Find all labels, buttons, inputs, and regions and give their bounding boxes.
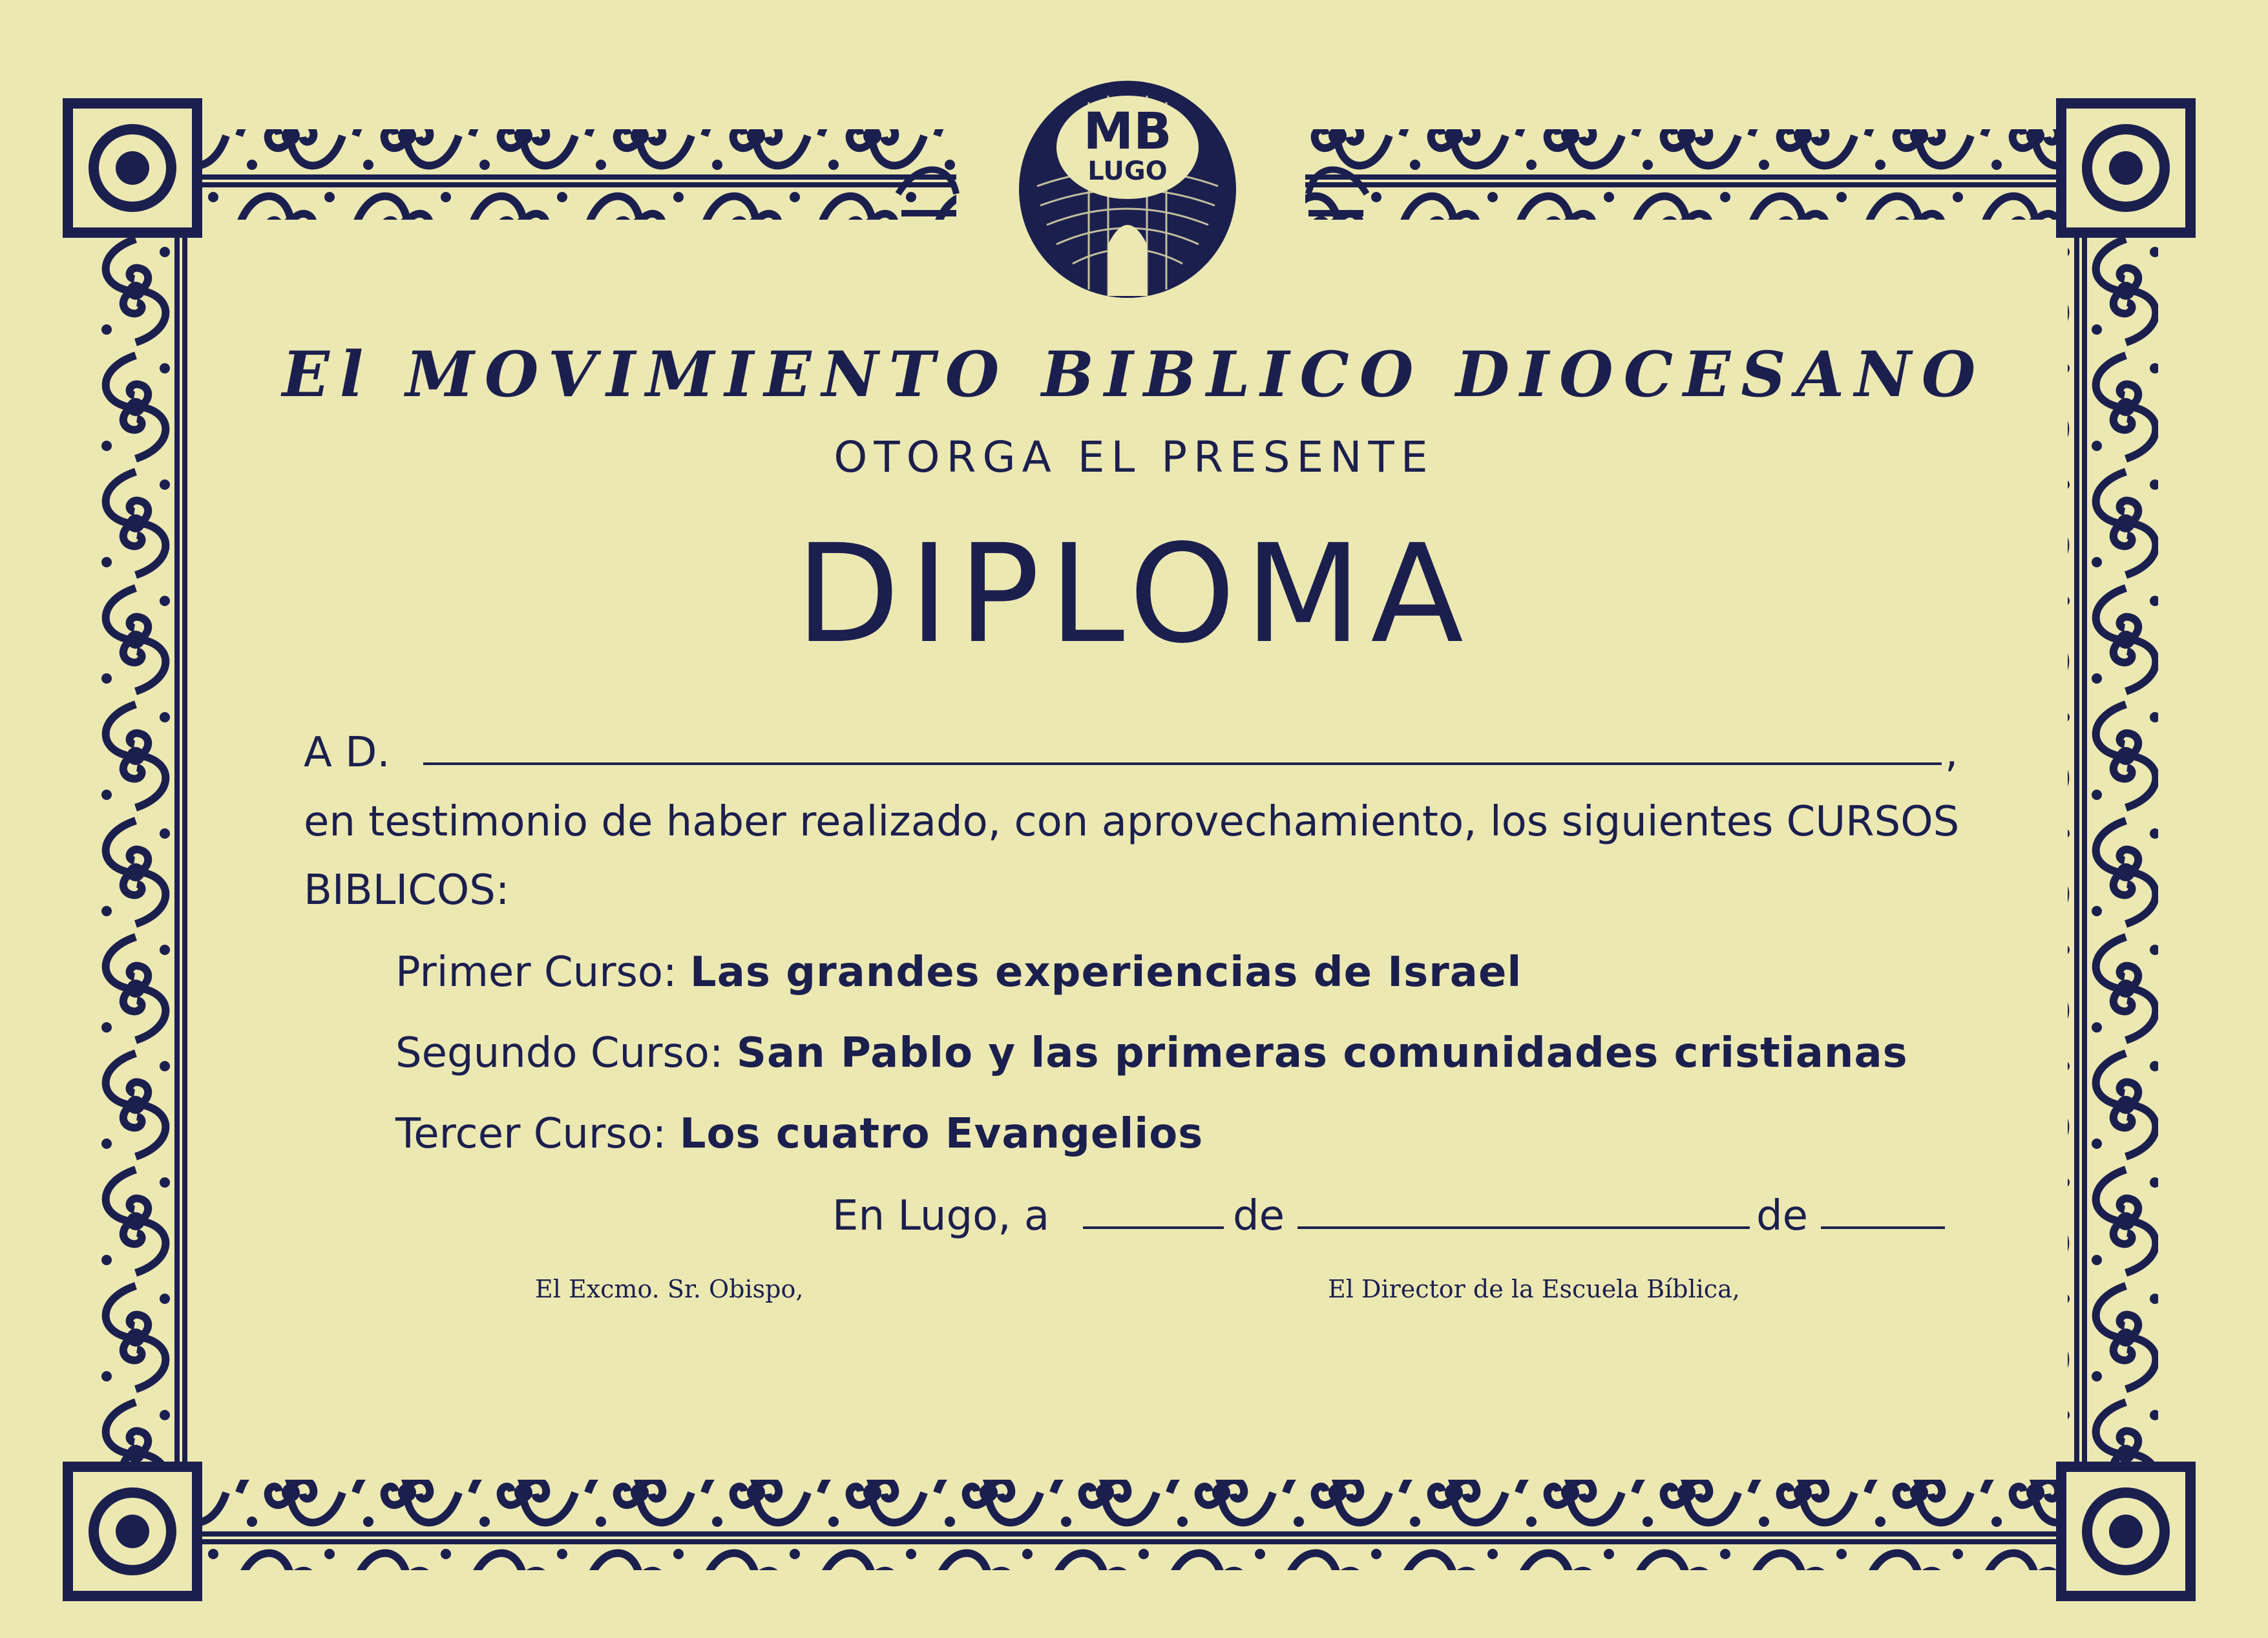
date-year-line[interactable] [1821,1226,1945,1229]
statement-line-2: BIBLICOS: [304,866,510,914]
date-day-line[interactable] [1083,1226,1224,1229]
course-title: San Pablo y las primeras comunidades cristianas [736,1029,1908,1077]
recipient-name-line[interactable] [423,762,1942,765]
course-title: Los cuatro Evangelios [679,1110,1204,1158]
grant-line: OTORGA EL PRESENTE [834,432,1434,482]
course-label: Primer Curso: [395,949,677,996]
date-place: En Lugo, a [832,1192,1050,1240]
diploma-title: DIPLOMA [795,515,1473,673]
logo-text-mb: MB [1083,103,1172,161]
logo-text-lugo: LUGO [1087,156,1168,186]
date-de-2: de [1756,1192,1808,1240]
recipient-label: A D. [304,729,390,777]
date-month-line[interactable] [1297,1226,1750,1229]
signature-bishop: El Excmo. Sr. Obispo, [535,1275,804,1303]
statement-line-1: en testimonio de haber realizado, con aprovechamiento, los siguientes CURSOS [304,798,1960,846]
course-row-3 [395,1108,1203,1160]
mb-lugo-logo [1011,76,1244,302]
course-title: Las grandes experiencias de Israel [689,949,1522,996]
course-row-1 [395,947,1522,998]
recipient-comma: , [1945,729,1958,777]
course-row-2 [395,1027,1908,1079]
organization-title: El MOVIMIENTO BIBLICO DIOCESANO [282,338,1986,411]
course-label: Tercer Curso: [395,1110,667,1158]
signature-director: El Director de la Escuela Bíblica, [1328,1275,1740,1303]
date-de-1: de [1233,1192,1285,1240]
course-label: Segundo Curso: [395,1029,724,1077]
